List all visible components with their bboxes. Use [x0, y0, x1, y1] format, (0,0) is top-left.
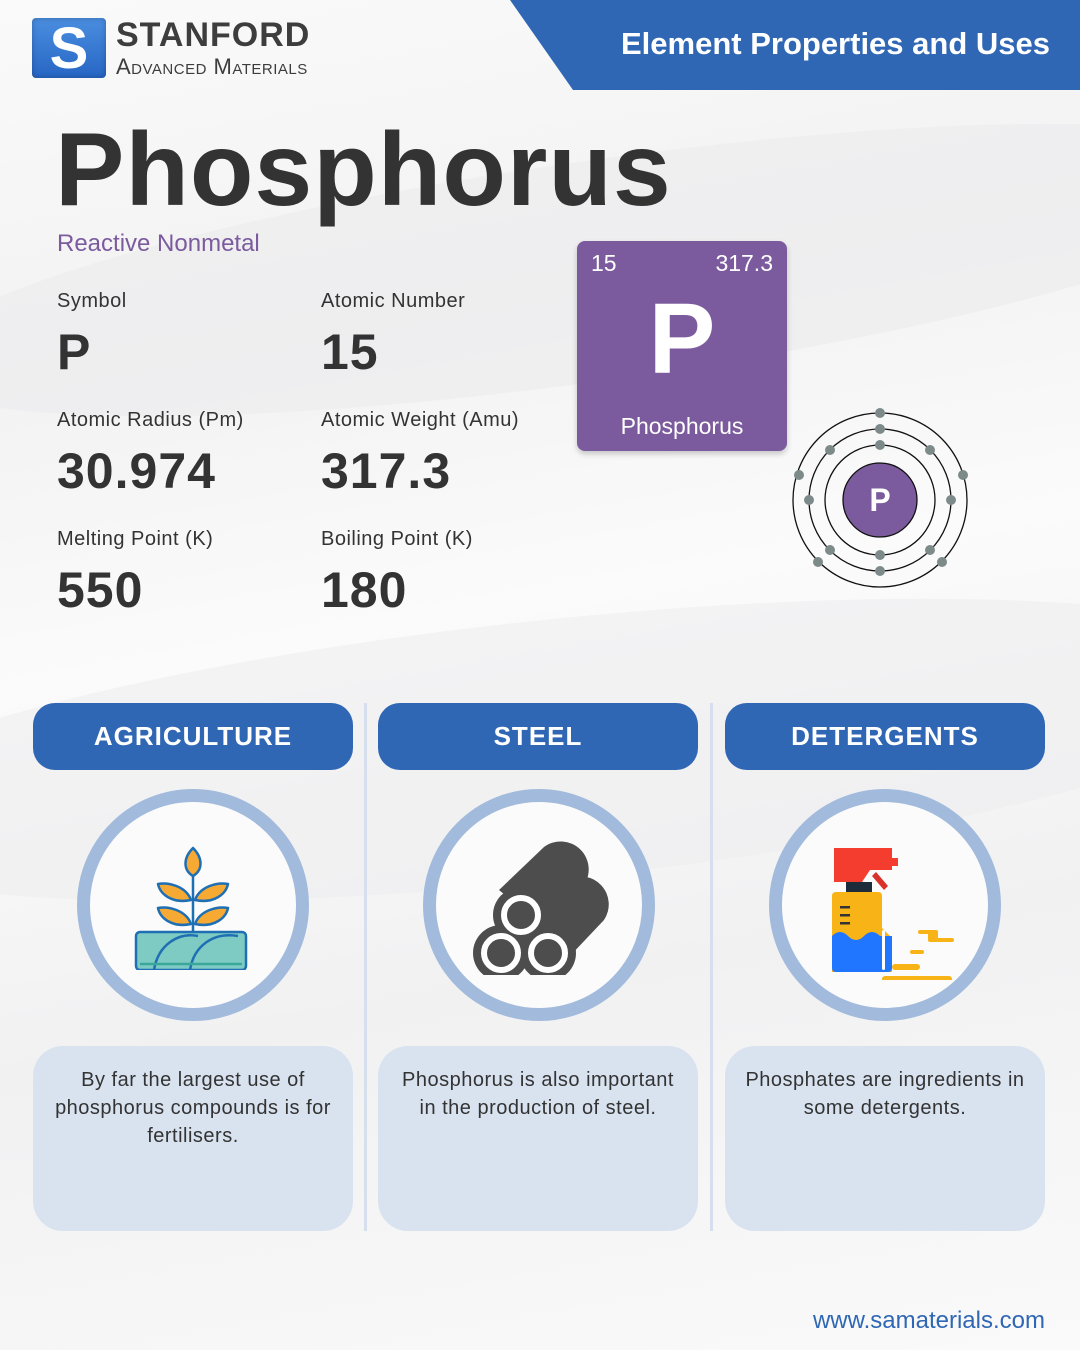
element-name: Phosphorus: [55, 112, 672, 228]
use-agriculture-button[interactable]: AGRICULTURE: [33, 703, 353, 770]
company-logo[interactable]: [32, 15, 311, 81]
property-melting-point: [57, 528, 214, 618]
use-agriculture-description: By far the largest use of phosphorus compounds is for fertilisers.: [33, 1046, 353, 1231]
property-value: 15: [321, 324, 379, 380]
steel-pipes-icon: [469, 835, 609, 975]
use-steel-ring: [423, 789, 655, 1021]
property-value: 550: [57, 562, 144, 618]
banner-title: Element Properties and Uses: [621, 26, 1050, 61]
tile-symbol: P: [648, 283, 716, 395]
column-divider: [364, 703, 367, 1231]
property-value: P: [57, 324, 92, 380]
use-steel-button[interactable]: STEEL: [378, 703, 698, 770]
tile-atomic-number: 15: [591, 250, 617, 276]
property-symbol: [57, 290, 127, 380]
property-label: Melting Point (K): [57, 528, 214, 550]
website-link[interactable]: www.samaterials.com: [812, 1307, 1045, 1334]
property-label: Atomic Number: [321, 290, 466, 312]
periodic-tile: [577, 241, 787, 451]
logo-s-icon: S: [32, 18, 106, 78]
use-detergents-description: Phosphates are ingredients in some detergents.: [725, 1046, 1045, 1231]
spray-bottle-icon: [810, 830, 960, 980]
property-value: 317.3: [321, 443, 452, 499]
tile-name: Phosphorus: [620, 413, 744, 439]
property-value: 180: [321, 562, 408, 618]
property-value: 30.974: [57, 443, 216, 499]
property-atomic-weight: [321, 409, 520, 499]
property-atomic-radius: [57, 409, 244, 499]
property-label: Symbol: [57, 290, 127, 312]
use-agriculture-ring: [77, 789, 309, 1021]
nucleus-label: P: [869, 482, 891, 518]
property-atomic-number: [321, 290, 466, 380]
use-steel-description: Phosphorus is also important in the production of steel.: [378, 1046, 698, 1231]
column-divider: [710, 703, 713, 1231]
logo-name: STANFORD: [116, 16, 311, 54]
use-detergents-ring: [769, 789, 1001, 1021]
plant-icon: [128, 840, 258, 970]
use-detergents-button[interactable]: DETERGENTS: [725, 703, 1045, 770]
element-category: Reactive Nonmetal: [57, 230, 260, 257]
bohr-model-icon: [788, 405, 973, 590]
property-label: Atomic Weight (Amu): [321, 409, 520, 431]
logo-tagline: Advanced Materials: [116, 54, 308, 79]
property-boiling-point: [321, 528, 473, 618]
property-label: Atomic Radius (Pm): [57, 409, 244, 431]
tile-atomic-weight: 317.3: [715, 250, 773, 276]
property-label: Boiling Point (K): [321, 528, 473, 550]
